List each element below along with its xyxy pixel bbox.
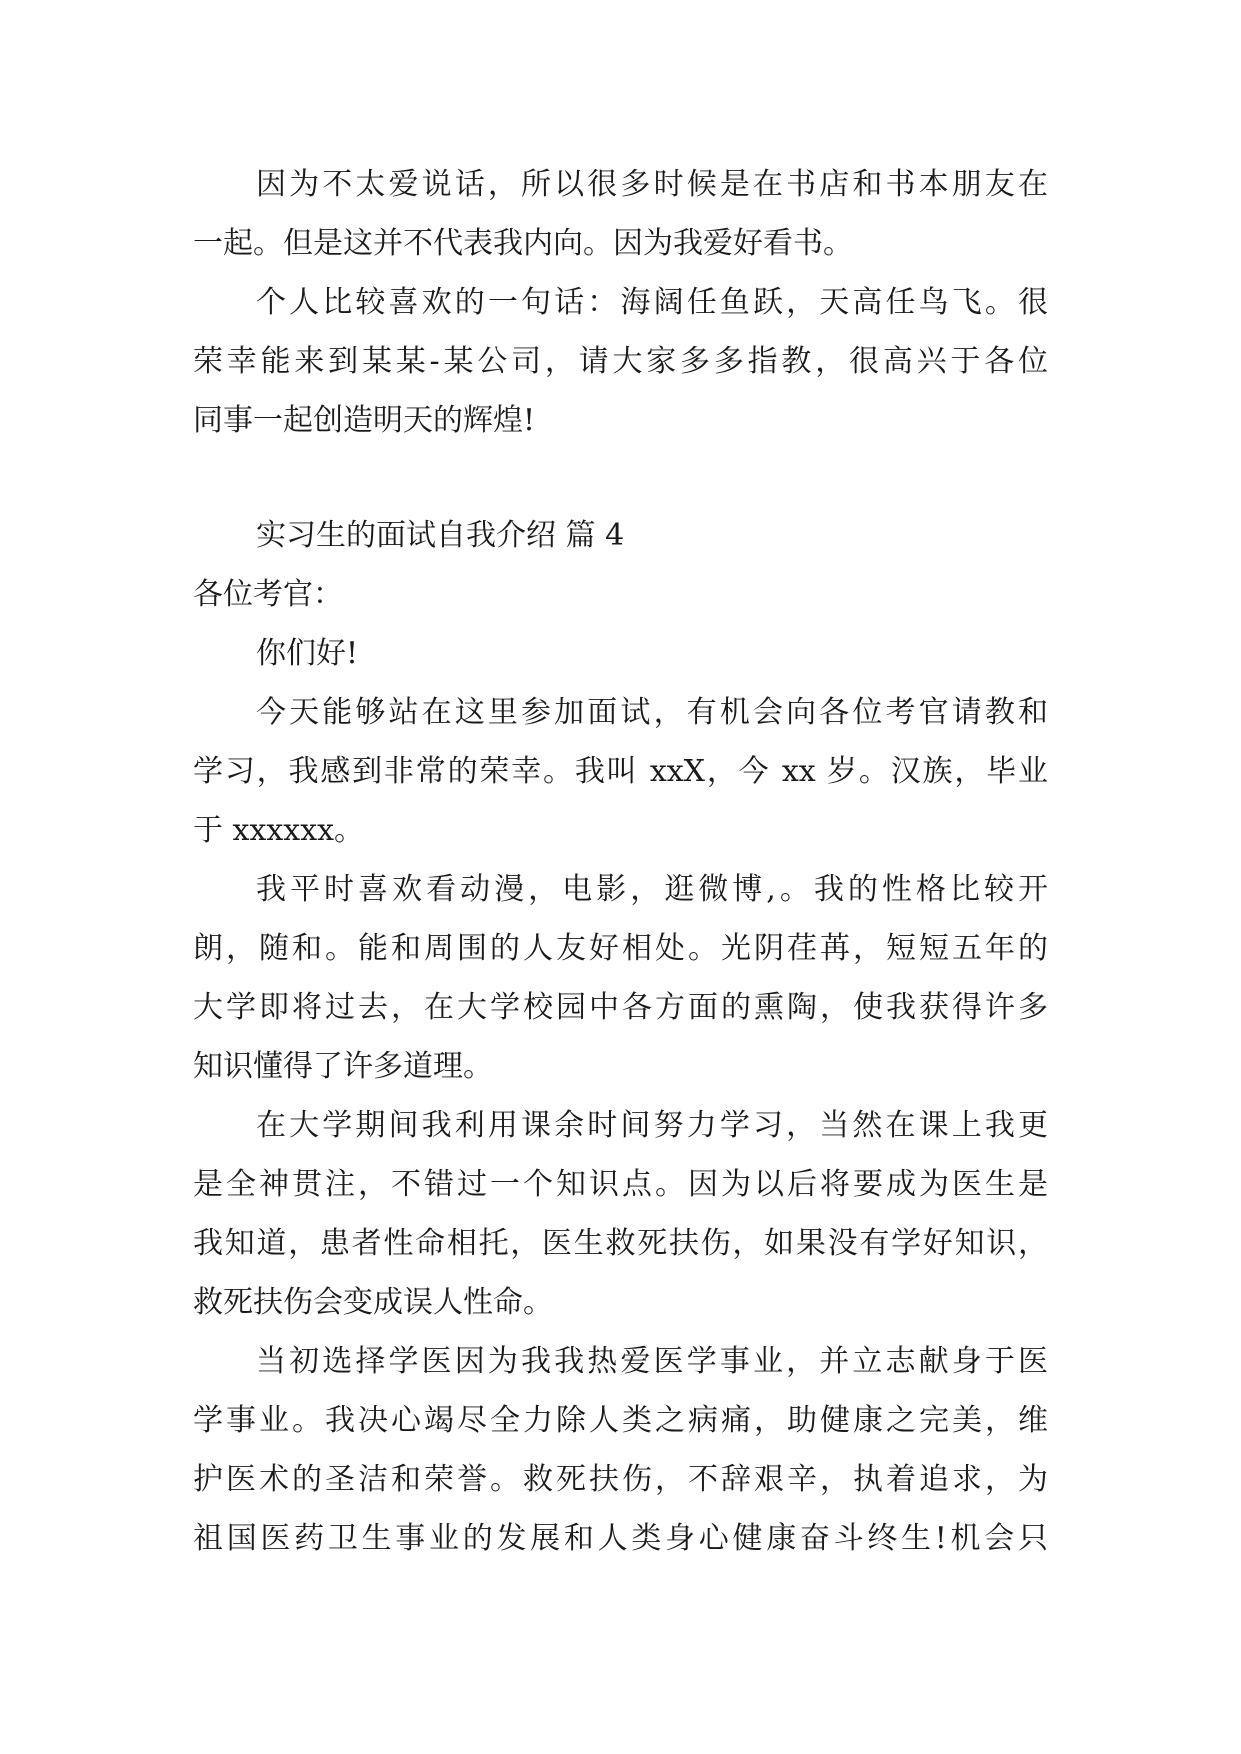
- paragraph-line: 学事业。我决心竭尽全力除人类之病痛，助健康之完美，维: [193, 1403, 1048, 1438]
- paragraph-line: 祖国医药卫生事业的发展和人类身心健康奋斗终生!机会只: [193, 1521, 1048, 1556]
- paragraph-line: 救死扶伤会变成误人性命。: [193, 1285, 553, 1320]
- paragraph-line: 因为不太爱说话，所以很多时候是在书店和书本朋友在: [256, 167, 1048, 202]
- paragraph-line: 个人比较喜欢的一句话：海阔任鱼跃，天高任鸟飞。很: [256, 285, 1048, 320]
- paragraph-line: 大学即将过去，在大学校园中各方面的熏陶，使我获得许多: [193, 990, 1048, 1025]
- paragraph-line: 在大学期间我利用课余时间努力学习，当然在课上我更: [256, 1108, 1048, 1143]
- section-heading: 实习生的面试自我介绍 篇 4: [256, 518, 625, 553]
- paragraph-line: 荣幸能来到某某-某公司，请大家多多指教，很高兴于各位: [193, 344, 1048, 379]
- paragraph-line: 我知道，患者性命相托，医生救死扶伤，如果没有学好知识，: [193, 1226, 1048, 1261]
- paragraph-line: 同事一起创造明天的辉煌!: [193, 403, 536, 438]
- paragraph-line: 朗，随和。能和周围的人友好相处。光阴荏苒，短短五年的: [193, 931, 1048, 966]
- paragraph-line: 护医术的圣洁和荣誉。救死扶伤，不辞艰辛，执着追求，为: [193, 1462, 1048, 1497]
- paragraph-line: 知识懂得了许多道理。: [193, 1049, 493, 1084]
- paragraph-line: 是全神贯注，不错过一个知识点。因为以后将要成为医生是: [193, 1167, 1048, 1202]
- salutation: 各位考官：: [193, 577, 343, 612]
- paragraph-line: 一起。但是这并不代表我内向。因为我爱好看书。: [193, 226, 853, 261]
- greeting: 你们好!: [256, 636, 359, 671]
- paragraph-line: 今天能够站在这里参加面试，有机会向各位考官请教和: [256, 695, 1048, 730]
- paragraph-line: 于 xxxxxx。: [193, 813, 365, 848]
- paragraph-line: 学习，我感到非常的荣幸。我叫 xxX，今 xx 岁。汉族，毕业: [193, 754, 1048, 789]
- paragraph-line: 当初选择学医因为我我热爱医学事业，并立志献身于医: [256, 1344, 1048, 1379]
- paragraph-line: 我平时喜欢看动漫，电影，逛微博,。我的性格比较开: [256, 872, 1048, 907]
